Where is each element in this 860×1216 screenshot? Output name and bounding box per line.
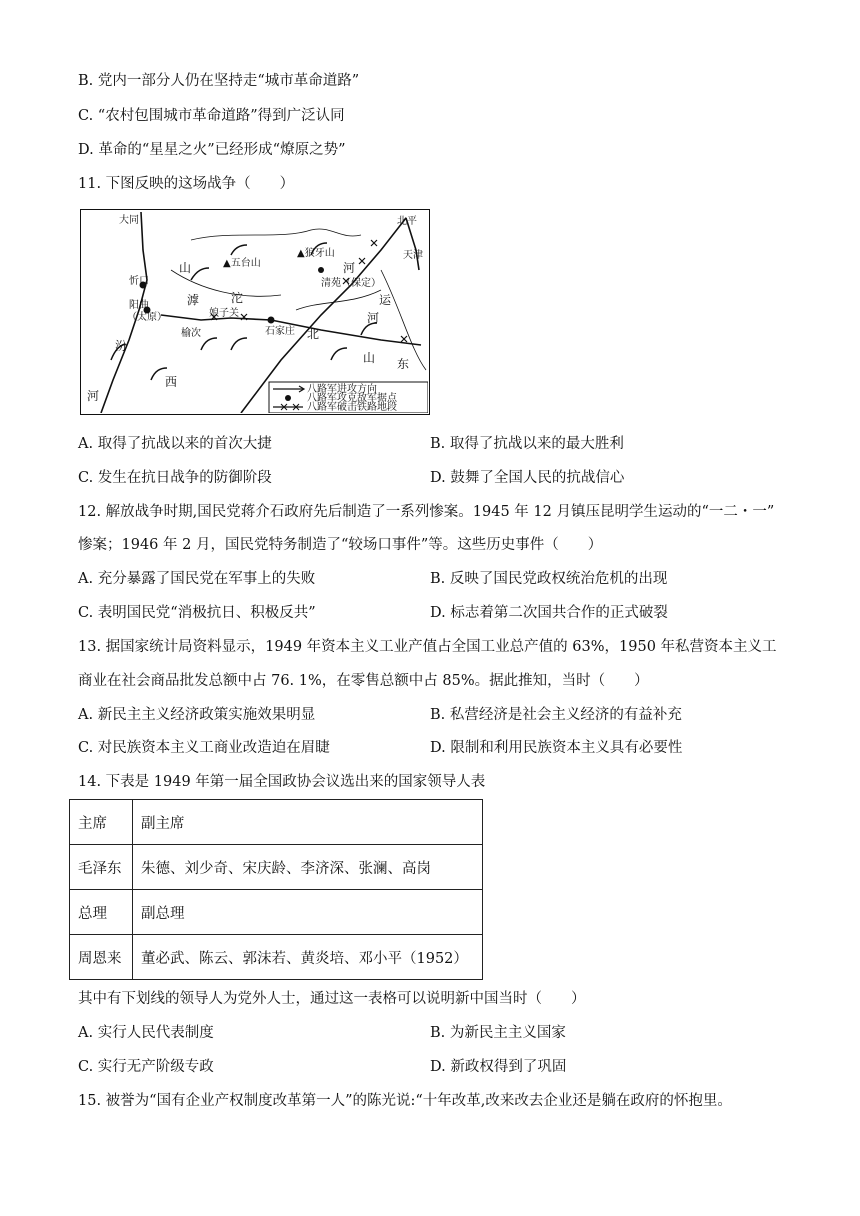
legend-item-stronghold: 八路军攻克敌军据点 [307,393,397,404]
table-cell: 朱德、刘少奇、宋庆龄、李济深、张澜、高岗 [133,845,483,890]
label-river-tuo: 沱 [231,291,244,305]
label-region-shan2: 山 [363,351,376,365]
q11-option-c: C. 发生在抗日战争的防御阶段 [78,470,272,486]
q14-option-c: C. 实行无产阶级专政 [78,1059,214,1075]
label-river-fen: 汾 [115,339,128,353]
q12-stem-line2: 惨案；1946 年 2 月，国民党特务制造了“较场口事件”等。这些历史事件（ ） [78,537,603,553]
table-cell: 毛泽东 [70,845,133,890]
label-wutaishan: ▲五台山 [223,258,261,269]
q14-stem: 14. 下表是 1949 年第一届全国政协会议选出来的国家领导人表 [78,774,486,790]
table-cell: 董必武、陈云、郭沫若、黄炎培、邓小平（1952） [133,935,483,980]
legend-item-railway: 八路军破击铁路地段 [307,402,397,413]
q13-option-c: C. 对民族资本主义工商业改造迫在眉睫 [78,740,330,756]
legend-item-attack: 八路军进攻方向 [307,384,377,395]
table-row [70,890,483,935]
q12-option-c: C. 表明国民党“消极抗日、积极反共” [78,605,316,621]
q13-option-d: D. 限制和利用民族资本主义具有必要性 [430,740,683,756]
label-beiping: 北平 [397,216,417,227]
label-region-xi: 西 [165,375,178,389]
label-yangqu: 阳曲 [129,300,149,311]
q14-option-a: A. 实行人民代表制度 [78,1025,214,1041]
table-cell: 主席 [70,800,133,845]
table-cell: 总理 [70,890,133,935]
battle-map-svg [81,210,428,413]
q10-option-c: C. “农村包围城市革命道路”得到广泛认同 [78,108,345,124]
map-legend [269,382,428,413]
q10-option-b: B. 党内一部分人仍在坚持走“城市革命道路” [78,73,360,89]
label-river-he2: 河 [87,389,100,403]
label-taiyuan: （太原） [127,312,167,323]
table-row [70,800,483,845]
q10-option-d: D. 革命的“星星之火”已经形成“燎原之势” [78,142,346,158]
q15-stem: 15. 被誉为“国有企业产权制度改革第一人”的陈光说:“十年改革,改来改去企业还是躺在政府的怀抱里。 [78,1093,732,1109]
table-row [70,935,483,980]
label-langyashan: ▲狼牙山 [297,248,335,259]
table-cell: 副主席 [133,800,483,845]
q11-stem: 11. 下图反映的这场战争（ ） [78,176,295,192]
q13-option-a: A. 新民主主义经济政策实施效果明显 [78,707,316,723]
q13-stem-line2: 商业在社会商品批发总额中占 76. 1%，在零售总额中占 85%。据此推知，当时（ ） [78,673,649,689]
q11-map [80,209,430,415]
q14-option-d: D. 新政权得到了巩固 [430,1059,567,1075]
q12-option-a: A. 充分暴露了国民党在军事上的失败 [78,571,316,587]
q14-after-text: 其中有下划线的领导人为党外人士，通过这一表格可以说明新中国当时（ ） [78,991,586,1007]
label-tianjin: 天津 [403,250,423,261]
label-region-he1: 河 [343,261,356,275]
table-cell: 周恩来 [70,935,133,980]
q11-option-d: D. 鼓舞了全国人民的抗战信心 [430,470,625,486]
label-river-he3: 河 [367,311,380,325]
q13-stem-line1: 13. 据国家统计局资料显示，1949 年资本主义工业产值占全国工业总产值的 63%，1950 年私营资本主义工 [78,639,777,655]
q12-option-b: B. 反映了国民党政权统治危机的出现 [430,571,668,587]
label-yuci: 榆次 [181,328,201,339]
label-region-dong: 东 [397,357,410,371]
q11-option-a: A. 取得了抗战以来的首次大捷 [78,436,272,452]
q11-option-b: B. 取得了抗战以来的最大胜利 [430,436,624,452]
label-qingyuan: 清苑（保定） [321,278,381,289]
label-shijiazhuang: 石家庄 [265,326,295,337]
label-river-yun: 运 [379,293,392,307]
table-row [70,845,483,890]
q12-option-d: D. 标志着第二次国共合作的正式破裂 [430,605,668,621]
table-cell: 副总理 [133,890,483,935]
q12-stem-line1: 12. 解放战争时期,国民党蒋介石政府先后制造了一系列惨案。1945 年 12 月镇压昆明学生运动的“一二・一” [78,504,775,520]
label-river-hu: 滹 [187,293,200,307]
label-niangziguan: 娘子关 [209,308,239,319]
q14-option-b: B. 为新民主主义国家 [430,1025,566,1041]
label-xinkou: 忻口 [129,276,149,287]
q13-option-b: B. 私营经济是社会主义经济的有益补充 [430,707,682,723]
label-region-shan1: 山 [179,261,192,275]
label-datong: 大同 [119,215,139,226]
leaders-table [69,799,483,980]
label-region-bei: 北 [307,327,320,341]
